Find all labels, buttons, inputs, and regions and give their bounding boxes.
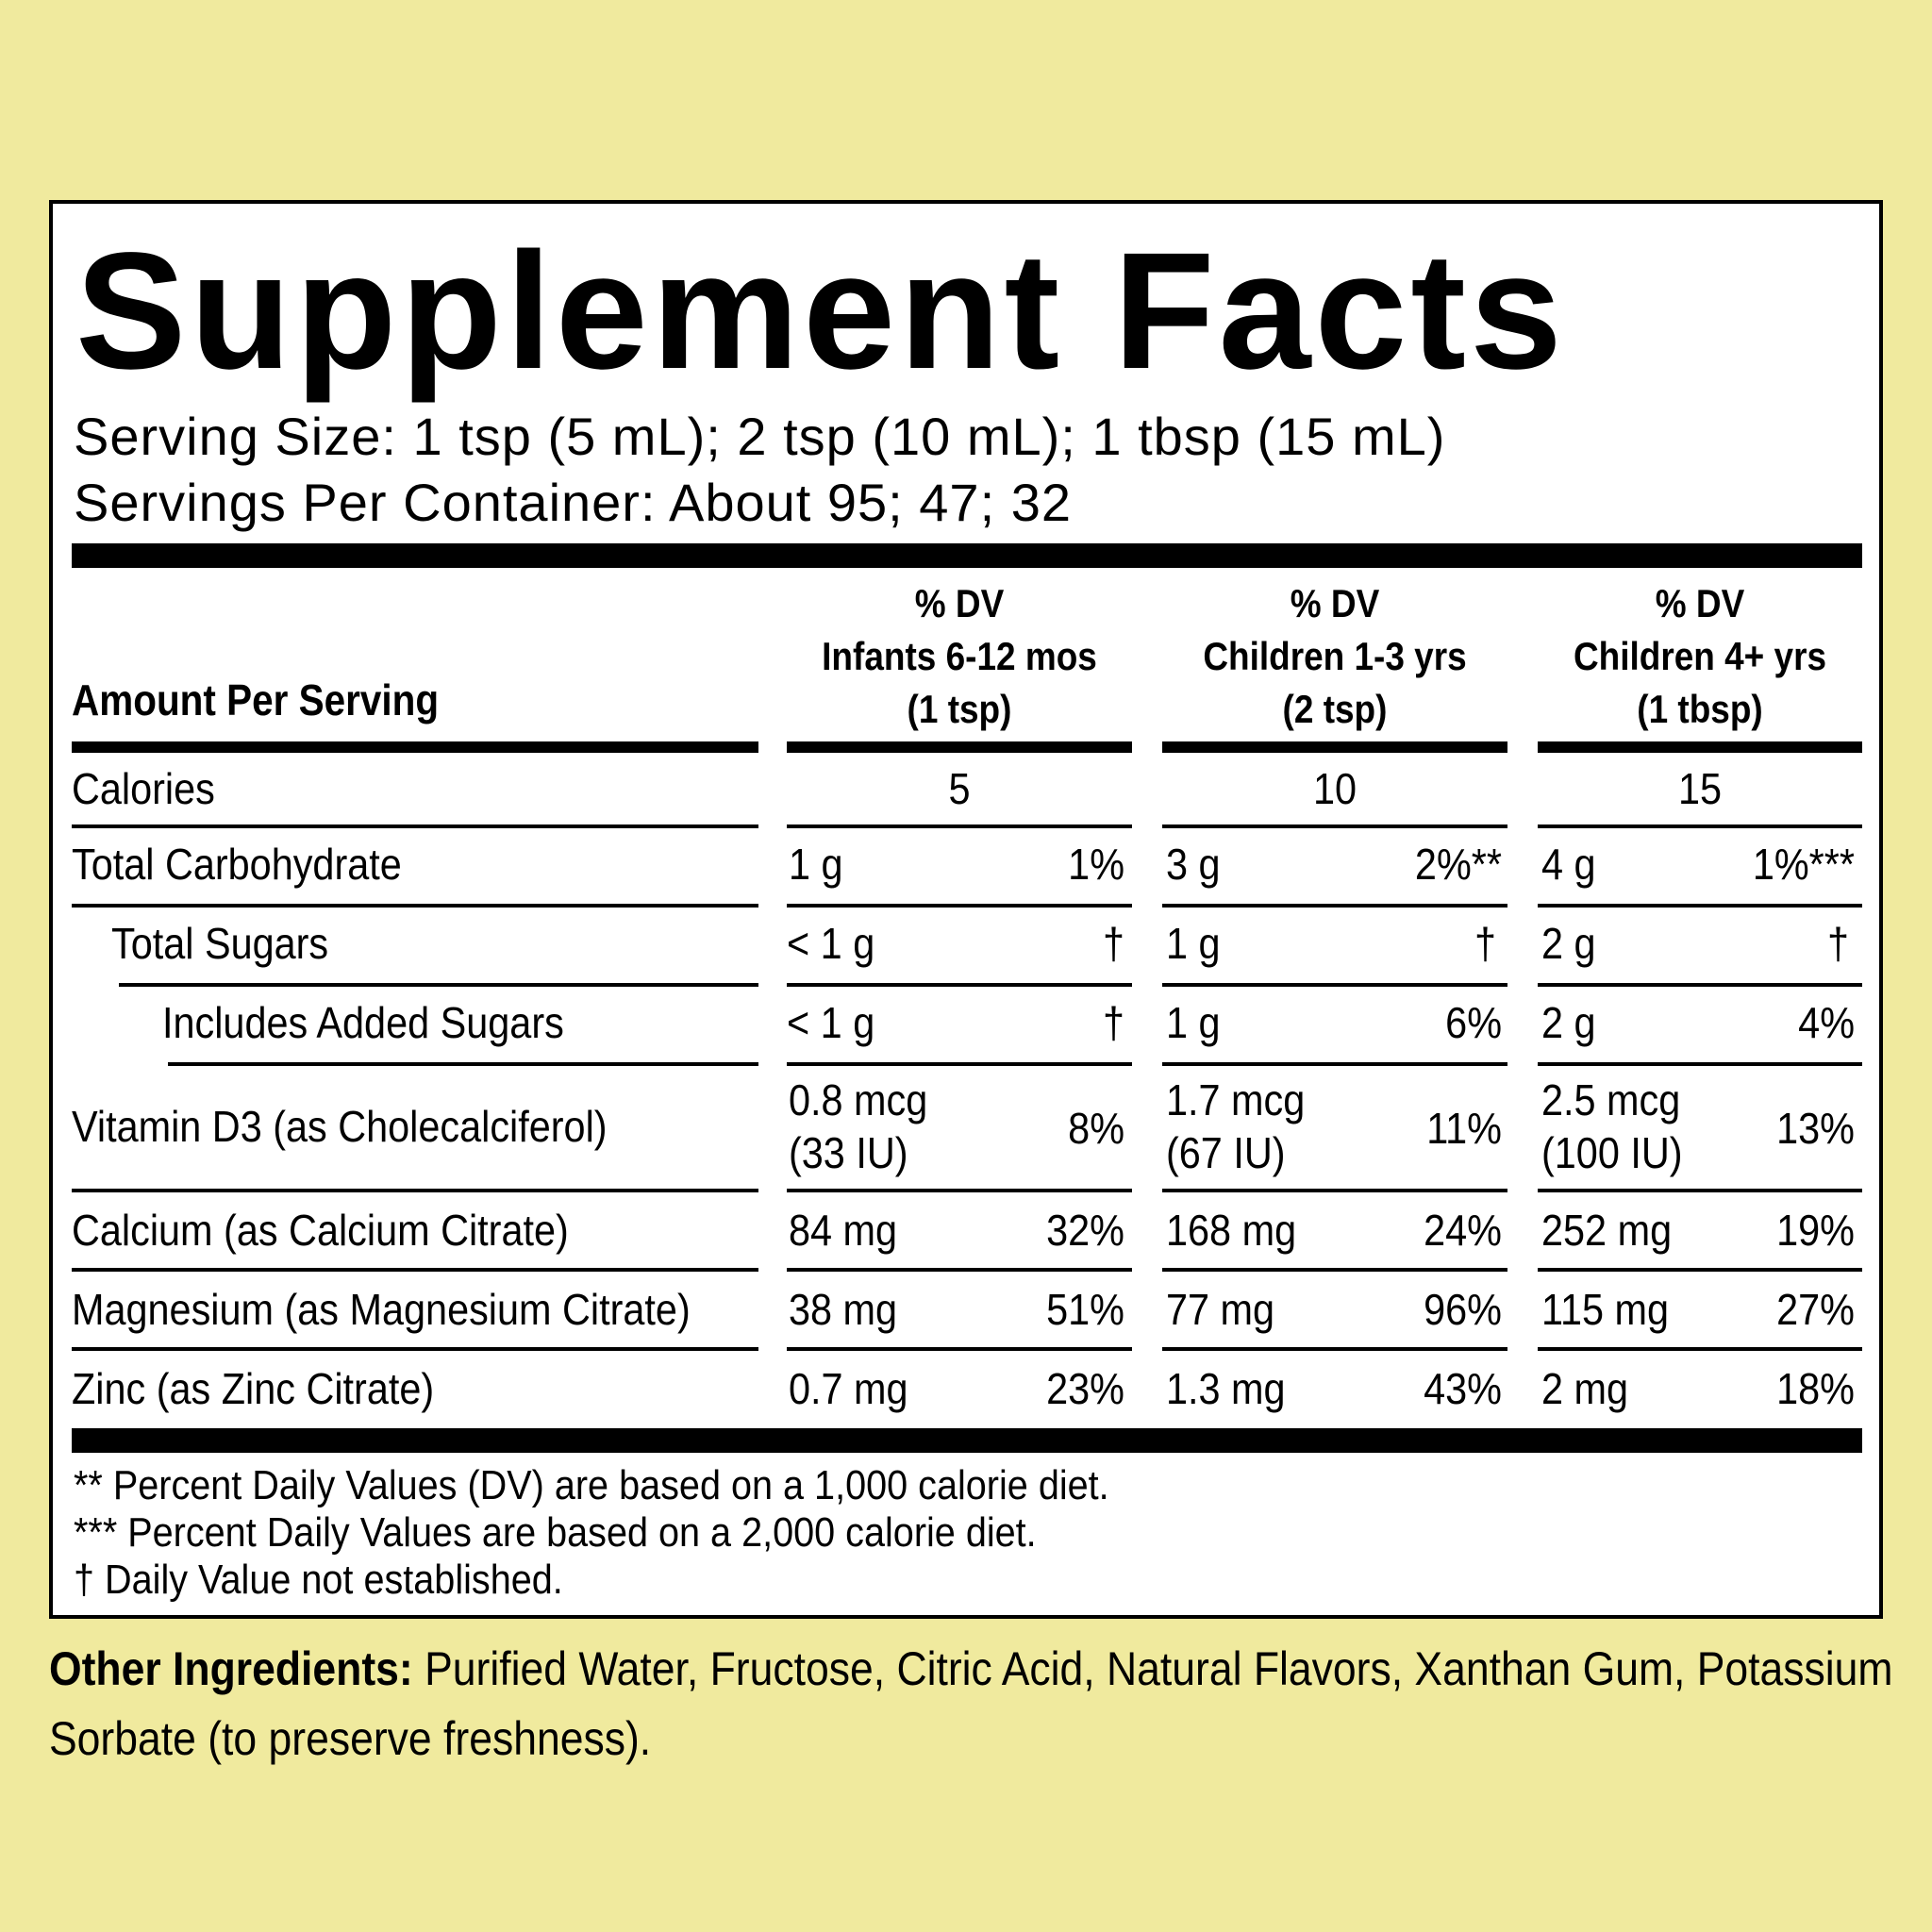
row-divider xyxy=(1162,904,1507,908)
row-label-zinc: Zinc (as Zinc Citrate) xyxy=(72,1364,435,1413)
panel-title: Supplement Facts xyxy=(75,219,1566,404)
dv-cell: 24% xyxy=(1424,1206,1502,1255)
row-divider xyxy=(119,983,758,987)
amount-cell: 1 g xyxy=(1166,919,1221,968)
amount-cell-iu: (100 IU) xyxy=(1541,1128,1683,1177)
row-divider xyxy=(72,904,758,908)
row-divider xyxy=(1162,1347,1507,1351)
amount-cell: 0.7 mg xyxy=(789,1364,908,1413)
dv-cell: 51% xyxy=(1046,1285,1124,1334)
row-divider xyxy=(787,1268,1132,1272)
amount-cell: 1 g xyxy=(1166,998,1221,1047)
amount-cell: 0.8 mcg xyxy=(789,1075,928,1124)
dv-cell: † xyxy=(1102,998,1124,1047)
row-divider xyxy=(1538,1062,1862,1066)
amount-cell: < 1 g xyxy=(787,919,875,968)
row-divider xyxy=(1162,1062,1507,1066)
dv-cell: 18% xyxy=(1776,1364,1855,1413)
other-ingredients-label: Other Ingredients: xyxy=(49,1642,413,1695)
dv-cell: 6% xyxy=(1445,998,1502,1047)
dv-cell: 4% xyxy=(1798,998,1855,1047)
amount-cell: 84 mg xyxy=(789,1206,898,1255)
row-divider xyxy=(72,1347,758,1351)
amount-cell: 252 mg xyxy=(1541,1206,1673,1255)
dv-cell: † xyxy=(1102,919,1124,968)
thick-divider-bottom xyxy=(72,1428,1862,1453)
dv-cell: 19% xyxy=(1776,1206,1855,1255)
dv-cell: 23% xyxy=(1046,1364,1124,1413)
dv-cell: 27% xyxy=(1776,1285,1855,1334)
amount-per-serving-label: Amount Per Serving xyxy=(72,675,440,724)
row-divider xyxy=(787,1189,1132,1192)
row-label-includes-added-sugars: Includes Added Sugars xyxy=(162,998,564,1047)
row-divider xyxy=(1538,824,1862,828)
dv-cell: 8% xyxy=(1068,1104,1124,1153)
servings-per-container: Servings Per Container: About 95; 47; 32 xyxy=(74,473,1072,532)
amount-cell: 168 mg xyxy=(1166,1206,1297,1255)
header-divider xyxy=(72,741,758,753)
row-label-vitamin-d3: Vitamin D3 (as Cholecalciferol) xyxy=(72,1102,608,1151)
amount-cell: 3 g xyxy=(1166,840,1221,889)
other-ingredients xyxy=(49,1634,1930,1774)
dv-cell: 43% xyxy=(1424,1364,1502,1413)
row-divider xyxy=(1538,1347,1862,1351)
amount-cell: 2 g xyxy=(1541,919,1596,968)
amount-cell: 2.5 mcg xyxy=(1541,1075,1681,1124)
footnote-dv-not-established: † Daily Value not established. xyxy=(74,1557,563,1603)
dv-cell: † xyxy=(1826,919,1849,968)
amount-cell-iu: (67 IU) xyxy=(1166,1128,1286,1177)
dv-cell: 11% xyxy=(1426,1104,1502,1153)
row-divider xyxy=(787,824,1132,828)
header-divider xyxy=(1162,741,1507,753)
row-divider xyxy=(1162,1268,1507,1272)
amount-cell: 1.7 mcg xyxy=(1166,1075,1306,1124)
amount-cell: < 1 g xyxy=(787,998,875,1047)
row-divider xyxy=(787,904,1132,908)
dv-cell: 13% xyxy=(1776,1104,1855,1153)
row-divider xyxy=(72,1189,758,1192)
serving-size: Serving Size: 1 tsp (5 mL); 2 tsp (10 mL); 1 tbsp (15 mL) xyxy=(74,407,1446,466)
row-label-total-carbohydrate: Total Carbohydrate xyxy=(72,840,402,889)
amount-cell: 4 g xyxy=(1541,840,1596,889)
row-divider xyxy=(1538,1189,1862,1192)
row-divider xyxy=(1538,983,1862,987)
supplement-facts-panel xyxy=(49,200,1883,1619)
amount-cell: 2 g xyxy=(1541,998,1596,1047)
row-divider xyxy=(1162,824,1507,828)
amount-cell: 115 mg xyxy=(1541,1285,1670,1334)
column-header-infants: % DV Infants 6-12 mos (1 tsp) xyxy=(822,581,1097,731)
dv-cell: 96% xyxy=(1424,1285,1502,1334)
amount-cell: 1 g xyxy=(789,840,843,889)
row-divider xyxy=(72,824,758,828)
row-divider xyxy=(72,1268,758,1272)
row-divider xyxy=(1538,904,1862,908)
row-divider xyxy=(1162,983,1507,987)
other-ingredients-text: Purified Water, Fructose, Citric Acid, Natural Flavors, Xanthan Gum, Potassium Sorbate (to preserve freshness). xyxy=(49,1642,1893,1765)
amount-cell-iu: (33 IU) xyxy=(789,1128,908,1177)
column-header-children-1-3: % DV Children 1-3 yrs (2 tsp) xyxy=(1203,581,1467,731)
column-header-children-4plus: % DV Children 4+ yrs (1 tbsp) xyxy=(1573,581,1827,731)
thick-divider-top xyxy=(72,543,1862,568)
amount-cell: 1.3 mg xyxy=(1166,1364,1286,1413)
row-divider xyxy=(1538,1268,1862,1272)
dv-cell: 32% xyxy=(1046,1206,1124,1255)
amount-cell: 2 mg xyxy=(1541,1364,1629,1413)
row-label-calcium: Calcium (as Calcium Citrate) xyxy=(72,1206,569,1255)
footnote-2000-calorie: *** Percent Daily Values are based on a 2,000 calorie diet. xyxy=(74,1509,1037,1556)
row-label-total-sugars: Total Sugars xyxy=(111,919,329,968)
calories-value: 10 xyxy=(1312,764,1357,813)
row-divider xyxy=(787,1062,1132,1066)
row-divider xyxy=(787,983,1132,987)
row-divider xyxy=(1162,1189,1507,1192)
calories-value: 5 xyxy=(948,764,971,813)
row-label-calories: Calories xyxy=(72,764,215,813)
row-divider xyxy=(168,1062,758,1066)
row-label-magnesium: Magnesium (as Magnesium Citrate) xyxy=(72,1285,691,1334)
dv-cell: † xyxy=(1474,919,1496,968)
calories-value: 15 xyxy=(1677,764,1723,813)
amount-cell: 38 mg xyxy=(789,1285,898,1334)
dv-cell: 1%*** xyxy=(1752,840,1855,889)
header-divider xyxy=(787,741,1132,753)
dv-cell: 2%** xyxy=(1414,840,1502,889)
row-divider xyxy=(787,1347,1132,1351)
header-divider xyxy=(1538,741,1862,753)
footnote-1000-calorie: ** Percent Daily Values (DV) are based on a 1,000 calorie diet. xyxy=(74,1462,1109,1508)
dv-cell: 1% xyxy=(1068,840,1124,889)
amount-cell: 77 mg xyxy=(1166,1285,1275,1334)
